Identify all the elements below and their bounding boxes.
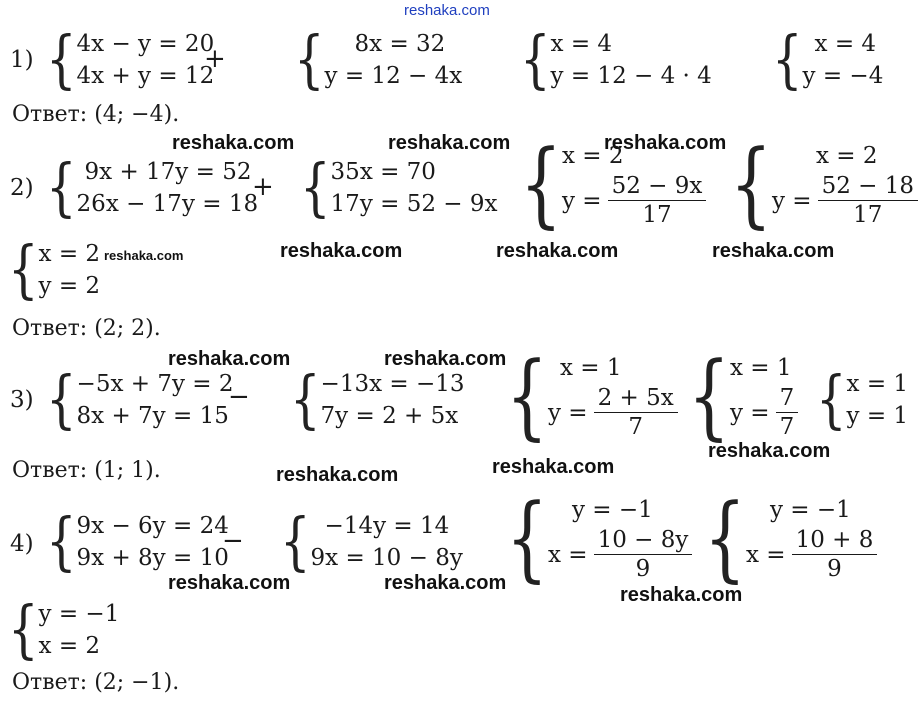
equation: x = 1: [560, 355, 622, 381]
equation-lhs: x =: [746, 541, 786, 568]
brace-icon: {: [506, 341, 548, 450]
problem-3-step3: [506, 341, 678, 450]
problem-1-step4: [772, 23, 884, 97]
problem-2-step2: [300, 151, 498, 225]
problem-2-step4: [730, 129, 918, 238]
equation: x = 2: [562, 143, 624, 169]
brace-icon: {: [46, 505, 77, 579]
problem-4-step4: [704, 483, 877, 592]
equation: −14y = 14: [324, 513, 450, 539]
problem-3-answer: Ответ: (1; 1).: [12, 458, 161, 483]
problem-4-step1: [46, 505, 229, 579]
problem-4-step2: [280, 505, 463, 579]
equation-lhs: y =: [772, 187, 812, 214]
brace-icon: {: [290, 363, 321, 437]
fraction-numerator: 52 − 18: [818, 172, 918, 201]
equation: y = 1: [846, 403, 909, 429]
problem-1-step2: [294, 23, 463, 97]
watermark-top: reshaka.com: [404, 2, 490, 19]
fraction-denominator: 7: [628, 414, 643, 440]
equation: x = 1: [846, 371, 909, 397]
brace-icon: {: [772, 23, 803, 97]
equation-lhs: y =: [730, 399, 770, 426]
watermark: reshaka.com: [620, 584, 743, 606]
problem-1-operator: +: [204, 44, 226, 74]
watermark: reshaka.com: [276, 464, 399, 486]
brace-icon: {: [46, 23, 77, 97]
problem-4-operator: −: [222, 526, 244, 556]
problem-3-step5: [816, 363, 909, 437]
fraction-numerator: 52 − 9x: [608, 172, 707, 201]
brace-icon: {: [280, 505, 311, 579]
problem-1-step1: [46, 23, 215, 97]
watermark: reshaka.com: [104, 248, 184, 263]
problem-4-step5: [8, 593, 120, 667]
fraction-numerator: 10 − 8y: [594, 526, 693, 555]
equation-lhs: x =: [548, 541, 588, 568]
equation: x = 2: [38, 241, 101, 267]
watermark: reshaka.com: [384, 572, 507, 594]
equation: y = 12 − 4 · 4: [550, 63, 712, 89]
equation: 7y = 2 + 5x: [320, 403, 459, 429]
brace-icon: {: [816, 363, 847, 437]
fraction-denominator: 17: [642, 202, 672, 228]
watermark: reshaka.com: [384, 348, 507, 370]
brace-icon: {: [294, 23, 325, 97]
equation: 8x + 7y = 15: [76, 403, 229, 429]
brace-icon: {: [8, 233, 39, 307]
equation: y = −4: [802, 63, 884, 89]
fraction-denominator: 9: [827, 556, 842, 582]
equation: x = 4: [550, 31, 613, 57]
problem-1-step3: [520, 23, 712, 97]
brace-icon: {: [300, 151, 331, 225]
watermark: reshaka.com: [168, 348, 291, 370]
equation-lhs: y =: [548, 399, 588, 426]
equation: y = 12 − 4x: [324, 63, 463, 89]
equation: 35x = 70: [330, 159, 436, 185]
equation: x = 4: [814, 31, 877, 57]
equation: 4x + y = 12: [76, 63, 215, 89]
watermark: reshaka.com: [712, 240, 835, 262]
problem-1-answer: Ответ: (4; −4).: [12, 102, 180, 127]
problem-1-number: 1): [10, 47, 34, 73]
fraction-numerator: 10 + 8: [792, 526, 878, 555]
brace-icon: {: [46, 363, 77, 437]
fraction-numerator: 7: [776, 384, 799, 413]
fraction: [594, 526, 693, 583]
watermark: reshaka.com: [388, 132, 511, 154]
brace-icon: {: [8, 593, 39, 667]
brace-icon: {: [730, 129, 772, 238]
problem-2-answer: Ответ: (2; 2).: [12, 316, 161, 341]
problem-4-step3: [506, 483, 692, 592]
watermark: reshaka.com: [496, 240, 619, 262]
equation: 26x − 17y = 18: [76, 191, 259, 217]
watermark: reshaka.com: [604, 132, 727, 154]
problem-2-operator: +: [252, 172, 274, 202]
equation: −5x + 7y = 2: [76, 371, 234, 397]
fraction: [818, 172, 918, 229]
problem-2-number: 2): [10, 175, 34, 201]
equation: 9x + 8y = 10: [76, 545, 229, 571]
equation: 17y = 52 − 9x: [330, 191, 498, 217]
problem-2-step1: [46, 151, 259, 225]
problem-3-number: 3): [10, 387, 34, 413]
brace-icon: {: [688, 341, 730, 450]
equation: x = 2: [816, 143, 878, 169]
equation: y = −1: [38, 601, 120, 627]
fraction-numerator: 2 + 5x: [594, 384, 678, 413]
fraction: [608, 172, 707, 229]
equation: x = 1: [730, 355, 792, 381]
equation: y = 2: [38, 273, 101, 299]
equation: 8x = 32: [354, 31, 446, 57]
problem-4-number: 4): [10, 531, 34, 557]
equation: x = 2: [38, 633, 101, 659]
fraction: [792, 526, 878, 583]
brace-icon: {: [46, 151, 77, 225]
watermark: reshaka.com: [168, 572, 291, 594]
fraction: [594, 384, 678, 441]
fraction: [776, 384, 799, 441]
problem-3-operator: −: [228, 382, 250, 412]
equation: 9x + 17y = 52: [84, 159, 252, 185]
equation: y = −1: [572, 497, 653, 523]
problem-4-answer: Ответ: (2; −1).: [12, 670, 180, 695]
watermark: reshaka.com: [492, 456, 615, 478]
equation: −13x = −13: [320, 371, 465, 397]
watermark: reshaka.com: [708, 440, 831, 462]
fraction-denominator: 7: [779, 414, 795, 440]
fraction-denominator: 9: [635, 556, 651, 582]
brace-icon: {: [704, 483, 746, 592]
equation: 9x = 10 − 8y: [310, 545, 463, 571]
watermark: reshaka.com: [172, 132, 295, 154]
fraction-denominator: 17: [853, 202, 883, 228]
problem-3-step1: [46, 363, 234, 437]
equation: 4x − y = 20: [76, 31, 215, 57]
brace-icon: {: [520, 129, 562, 238]
problem-3-step4: [688, 341, 798, 450]
equation: 9x − 6y = 24: [76, 513, 229, 539]
watermark: reshaka.com: [280, 240, 403, 262]
equation: y = −1: [770, 497, 851, 523]
problem-3-step2: [290, 363, 465, 437]
problem-2-step5: [8, 233, 101, 307]
equation-lhs: y =: [562, 187, 602, 214]
brace-icon: {: [520, 23, 551, 97]
brace-icon: {: [506, 483, 548, 592]
problem-2-step3: [520, 129, 706, 238]
